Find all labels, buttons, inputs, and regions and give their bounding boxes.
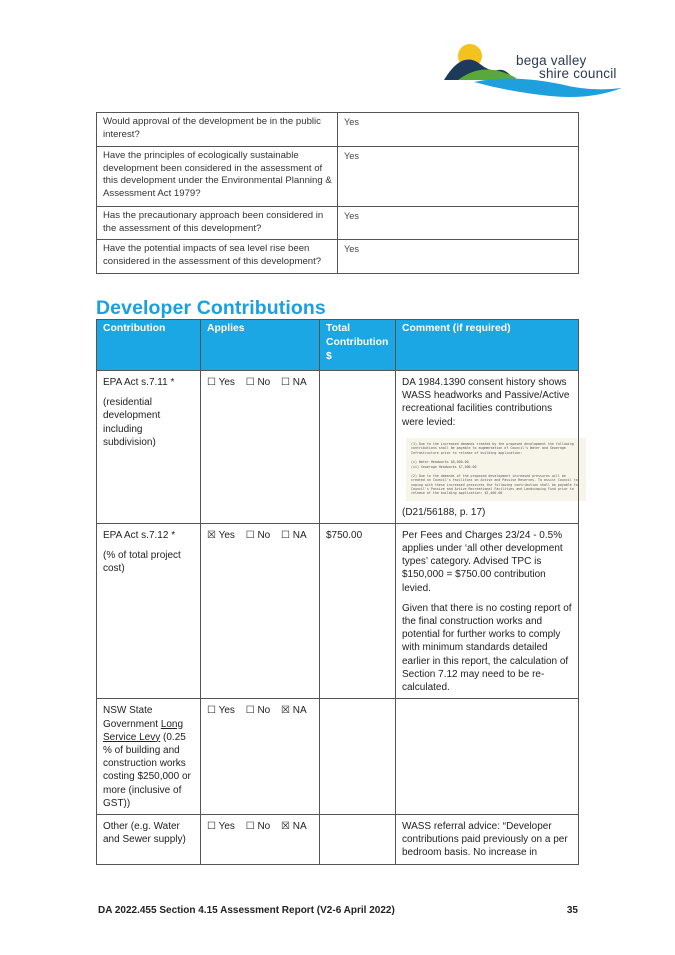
contribution-name-underlined: Long Service Levy — [103, 718, 184, 743]
excerpt-line: (2) Due to the demands of the proposed development increased pressures will be created on Council's facilities on Active and Passive Reserves. To assist Council to coping with these increased pressures the following contribution shall be payable to Council's Passive and Active Recreational Facilities and Landscaping Fund prior to release of the building application: $2,400.00 — [411, 473, 578, 496]
logo-wave-icon — [474, 78, 622, 97]
table-row — [97, 523, 579, 698]
contribution-cell: Other (e.g. Water and Sewer supply) — [97, 814, 201, 864]
checkbox-na[interactable]: ☒ — [281, 820, 290, 832]
applies-cell — [201, 371, 320, 524]
header-applies: Applies — [201, 320, 320, 371]
contribution-name: NSW State Government — [103, 705, 161, 730]
total-cell: $750.00 — [320, 523, 396, 698]
label-no: No — [257, 705, 271, 717]
label-na: NA — [292, 377, 307, 388]
checkbox-no[interactable]: ☐ — [245, 377, 255, 388]
table-row — [97, 147, 579, 207]
comment-cell — [396, 523, 579, 698]
applies-cell — [201, 523, 320, 698]
comment-cell — [396, 699, 579, 815]
question-cell: Have the principles of ecologically sustainable development been considered in the assessment of this development under the Environmental Planning & Assessment Act 1979? — [97, 147, 338, 207]
checkbox-no[interactable]: ☐ — [245, 529, 255, 541]
comment-text: DA 1984.1390 consent history shows WASS headworks and Passive/Active recreational facilities contributions were levied: — [402, 377, 570, 428]
table-row — [97, 371, 579, 524]
question-cell: Has the precautionary approach been considered in the assessment of this development? — [97, 207, 338, 240]
contribution-subtext: (% of total project cost) — [103, 550, 181, 575]
checkbox-na[interactable]: ☐ — [281, 529, 290, 541]
answer-cell: Yes — [338, 207, 579, 240]
contribution-cell — [97, 371, 201, 524]
section-title: Developer Contributions — [96, 297, 326, 319]
contribution-name: EPA Act s.7.11 * — [103, 377, 175, 388]
excerpt-line: (1) Due to the increased demands created by the proposed development the following contributions shall be payable to augmentation of Council's Water and Sewerage Infrastructure prior to release of building application: — [411, 441, 574, 455]
checkbox-na[interactable]: ☒ — [281, 705, 290, 717]
answer-cell: Yes — [338, 240, 579, 274]
answer-cell: Yes — [338, 113, 579, 147]
comment-text: Per Fees and Charges 23/24 - 0.5% applies under ‘all other development types’ category. Advised TPC is $150,000 = $750.00 contribution levied. — [402, 529, 563, 594]
question-cell: Would approval of the development be in the public interest? — [97, 113, 338, 147]
contribution-subtext: (residential development including subdivision) — [103, 397, 161, 448]
checkbox-yes[interactable]: ☐ — [207, 820, 216, 832]
developer-contributions-table — [96, 319, 579, 865]
checkbox-yes[interactable]: ☐ — [207, 705, 216, 717]
question-cell: Have the potential impacts of sea level rise been considered in the assessment of this development? — [97, 240, 338, 274]
applies-cell — [201, 699, 320, 815]
checkbox-na[interactable]: ☐ — [281, 377, 290, 388]
contribution-subtext: (0.25 % of building and construction works costing $250,000 or more (inclusive of GST)) — [103, 731, 191, 809]
total-cell — [320, 814, 396, 864]
table-row — [97, 814, 579, 864]
label-yes: Yes — [218, 377, 235, 388]
comment-reference: (D21/56188, p. 17) — [402, 506, 486, 518]
checkbox-no[interactable]: ☐ — [245, 820, 255, 832]
consent-excerpt-image — [406, 438, 586, 501]
contribution-name: EPA Act s.7.12 * — [103, 529, 176, 541]
page-footer — [98, 905, 578, 916]
label-yes: Yes — [218, 529, 235, 541]
contribution-cell — [97, 523, 201, 698]
label-na: NA — [292, 705, 307, 717]
page-number: 35 — [566, 905, 578, 916]
label-yes: Yes — [218, 705, 235, 717]
comment-text: Given that there is no costing report of the final construction works and potential for further works to comply with minimum standards detailed earlier in this report, the calculation of Section 7.12 may need to be re-calculated. — [402, 602, 572, 694]
total-cell — [320, 699, 396, 815]
label-no: No — [257, 820, 271, 832]
table-row — [97, 240, 579, 274]
header-comment: Comment (if required) — [396, 320, 579, 371]
table-row — [97, 113, 579, 147]
excerpt-line: (ii) Sewerage Headworks $7,000.00 — [411, 464, 477, 469]
contribution-cell — [97, 699, 201, 815]
applies-cell — [201, 814, 320, 864]
label-yes: Yes — [218, 820, 235, 832]
checkbox-no[interactable]: ☐ — [245, 705, 255, 717]
label-no: No — [257, 377, 271, 388]
answer-cell: Yes — [338, 147, 579, 207]
assessment-questions-table — [96, 112, 579, 274]
total-cell — [320, 371, 396, 524]
table-row — [97, 699, 579, 815]
comment-cell: WASS referral advice: “Developer contributions paid previously on a per bedroom basis. No increase in — [396, 814, 579, 864]
checkbox-yes[interactable]: ☐ — [207, 377, 216, 388]
header-total: Total Contribution $ — [320, 320, 396, 371]
label-na: NA — [292, 820, 307, 832]
council-logo-text — [516, 54, 617, 80]
excerpt-line: (i) Water Headworks $6,000.00 — [411, 459, 469, 464]
checkbox-yes[interactable]: ☒ — [207, 529, 216, 541]
header-contribution: Contribution — [97, 320, 201, 371]
logo-line-1: bega valley — [516, 53, 587, 68]
comment-cell — [396, 371, 579, 524]
table-row — [97, 207, 579, 240]
label-na: NA — [292, 529, 307, 541]
table-header-row — [97, 320, 579, 371]
logo-line-2: shire council — [539, 66, 617, 81]
label-no: No — [257, 529, 271, 541]
footer-text: DA 2022.455 Section 4.15 Assessment Report (V2-6 April 2022) — [98, 905, 395, 916]
